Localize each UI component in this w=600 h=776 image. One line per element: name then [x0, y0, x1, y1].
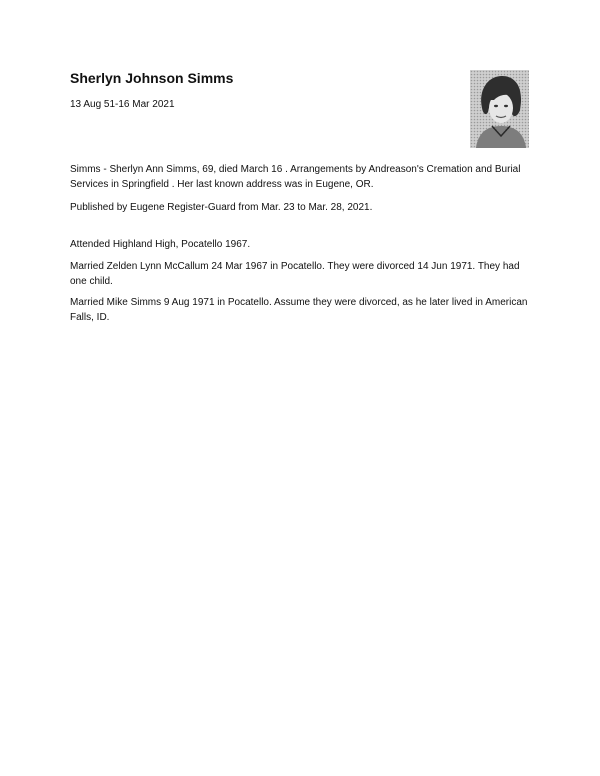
school-note: Attended Highland High, Pocatello 1967.	[70, 239, 251, 250]
portrait-photo-image	[470, 70, 529, 148]
second-marriage-note: Married Mike Simms 9 Aug 1971 in Pocatello. Assume they were divorced, as he later lived in American Falls, ID.	[70, 297, 528, 323]
life-dates: 13 Aug 51-16 Mar 2021	[70, 99, 175, 110]
obituary-text: Simms - Sherlyn Ann Simms, 69, died March 16 . Arrangements by Andreason's Cremation and Burial Services in Springfield . Her last known address was in Eugene, OR.	[70, 164, 521, 190]
portrait-photo	[470, 70, 529, 148]
publication-note: Published by Eugene Register-Guard from Mar. 23 to Mar. 28, 2021.	[70, 202, 373, 213]
person-name-heading: Sherlyn Johnson Simms	[70, 70, 234, 86]
first-marriage-note: Married Zelden Lynn McCallum 24 Mar 1967 in Pocatello. They were divorced 14 Jun 1971. They had one child.	[70, 261, 520, 287]
